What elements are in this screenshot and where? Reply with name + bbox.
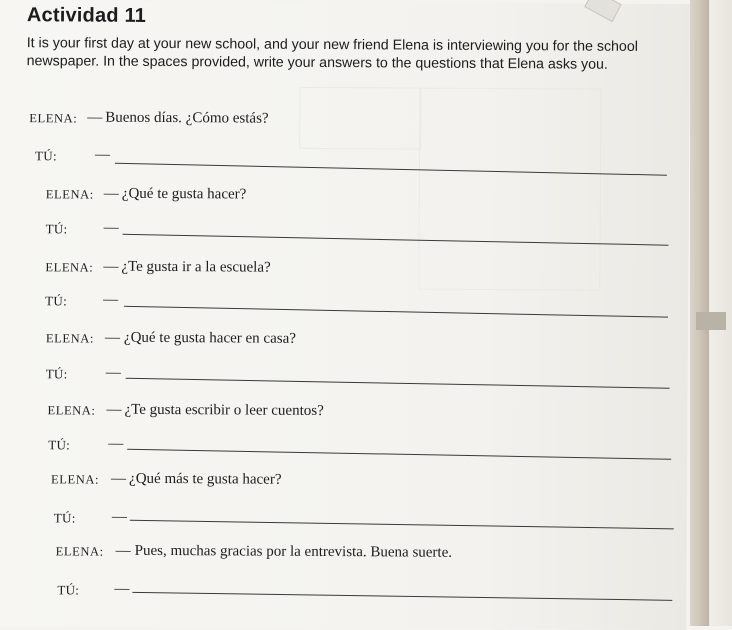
- answer-line[interactable]: [124, 306, 668, 318]
- answer-line[interactable]: [130, 520, 674, 530]
- question-text: ¿Qué más te gusta hacer?: [129, 471, 282, 489]
- answer-line[interactable]: [127, 449, 671, 460]
- speaker-label: TÚ:: [54, 510, 76, 526]
- page-tab: [696, 312, 726, 330]
- speaker-label: ELENA:: [29, 111, 77, 126]
- question-text: ¿Qué te gusta hacer en casa?: [124, 330, 296, 348]
- speaker-label: ELENA:: [56, 544, 104, 559]
- dialogue-dash: —: [116, 543, 131, 560]
- question-text: ¿Te gusta ir a la escuela?: [121, 259, 270, 277]
- dialogue-dash: —: [87, 110, 102, 127]
- speaker-label: TÚ:: [35, 148, 57, 164]
- speaker-label: TÚ:: [48, 437, 70, 453]
- speaker-label: TÚ:: [46, 221, 68, 237]
- book-edge: [690, 0, 732, 626]
- speaker-label: ELENA:: [46, 331, 94, 346]
- speaker-label: TÚ:: [45, 293, 67, 309]
- question-text: ¿Qué te gusta hacer?: [122, 186, 247, 204]
- dialogue-dash: —: [112, 509, 127, 526]
- dialogue-dash: —: [105, 330, 120, 347]
- dialogue-dash: —: [103, 292, 118, 309]
- question-text: Buenos días. ¿Cómo estás?: [105, 110, 268, 128]
- bleed-through-table: [418, 88, 601, 291]
- speaker-label: TÚ:: [57, 582, 79, 598]
- activity-instructions: It is your first day at your new school, and your new friend Elena is interviewing you for the school newspaper. In the spaces provided, write your answers to the questions that Elena asks you.: [27, 35, 657, 74]
- dialogue-dash: —: [108, 436, 123, 453]
- question-text: Pues, muchas gracias por la entrevista. Buena suerte.: [135, 543, 453, 562]
- speaker-label: ELENA:: [45, 260, 93, 275]
- dialogue-dash: —: [103, 259, 118, 276]
- dialogue-dash: —: [104, 186, 119, 203]
- bleed-through-box: [299, 87, 421, 150]
- speaker-label: ELENA:: [47, 403, 95, 418]
- dialogue-dash: —: [95, 147, 110, 164]
- dialogue-dash: —: [114, 581, 129, 598]
- question-text: ¿Te gusta escribir o leer cuentos?: [124, 402, 323, 420]
- speaker-label: ELENA:: [46, 187, 94, 202]
- answer-line[interactable]: [126, 378, 670, 389]
- dialogue-dash: —: [106, 402, 121, 419]
- dialogue-dash: —: [106, 365, 121, 382]
- activity-title: Actividad 11: [27, 4, 146, 28]
- speaker-label: TÚ:: [46, 366, 68, 382]
- corner-mark: [584, 0, 622, 22]
- dialogue-dash: —: [104, 220, 119, 237]
- speaker-label: ELENA:: [51, 472, 99, 487]
- dialogue-dash: —: [111, 471, 126, 488]
- answer-line[interactable]: [132, 592, 672, 601]
